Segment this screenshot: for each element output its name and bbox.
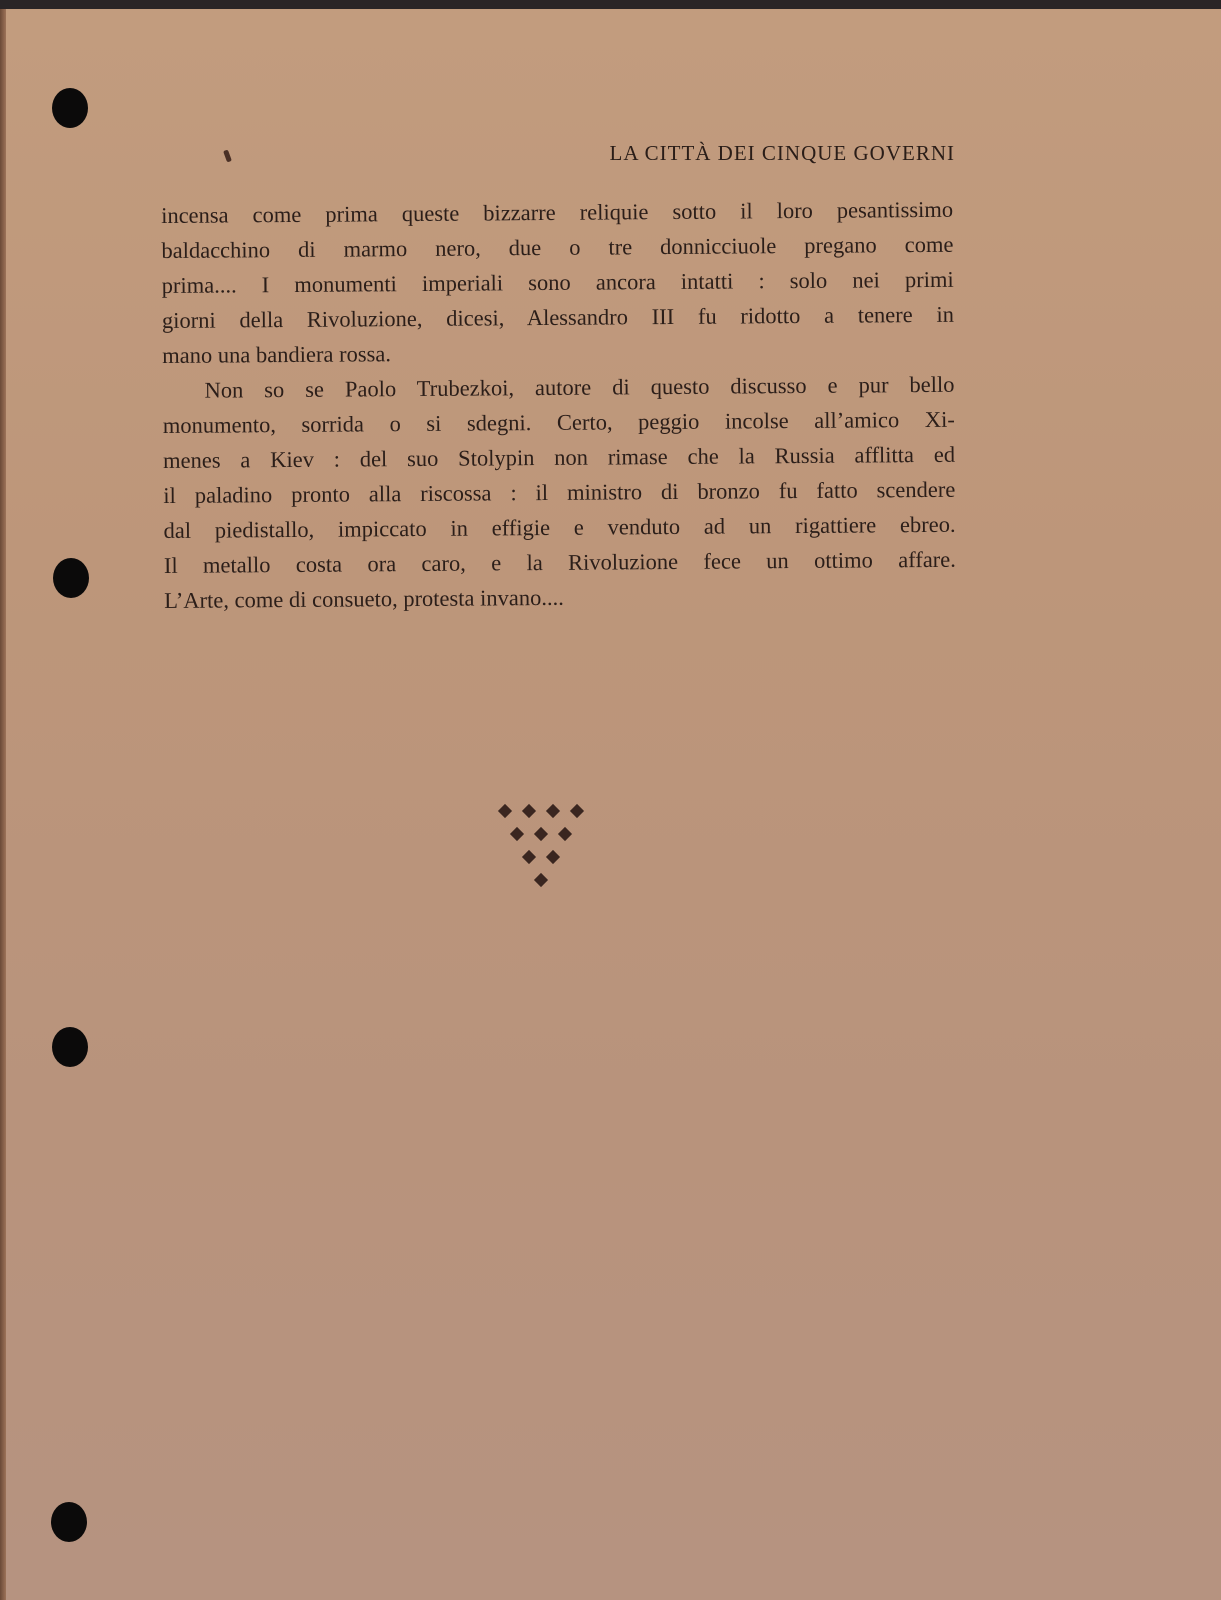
body-text	[161, 192, 956, 618]
text-line: menes a Kiev : del suo Stolypin non rimase che la Russia afflitta ed	[162, 441, 956, 473]
diamond-icon	[510, 827, 524, 841]
page-binding-edge	[0, 9, 6, 1600]
diamond-icon	[570, 804, 584, 818]
diamond-icon	[498, 804, 512, 818]
text-line: prima.... I monumenti imperiali sono ancora intatti : solo nei primi	[161, 266, 954, 298]
paragraph	[161, 192, 954, 373]
text-line: L’Arte, come di consueto, protesta invano....	[164, 584, 564, 613]
text-line: mano una bandiera rossa.	[162, 341, 391, 368]
text-line: giorni della Rivoluzione, dicesi, Alessandro III fu ridotto a tenere in	[161, 301, 955, 333]
running-head: LA CITTÀ DEI CINQUE GOVERNI	[609, 141, 955, 165]
diamond-icon	[522, 804, 536, 818]
text-line: il paladino pronto alla riscossa : il ministro di bronzo fu fatto scendere	[163, 476, 956, 508]
paragraph	[162, 367, 956, 618]
text-line: monumento, sorrida o si sdegni. Certo, peggio incolse all’amico Xi-	[162, 406, 955, 438]
text-line: incensa come prima queste bizzarre reliquie sotto il loro pesantissimo	[161, 196, 954, 228]
text-line: Non so se Paolo Trubezkoi, autore di questo discusso e pur bello	[204, 371, 955, 403]
punch-hole-icon	[52, 1027, 88, 1067]
diamond-icon	[534, 873, 548, 887]
diamond-icon	[546, 804, 560, 818]
punch-hole-icon	[51, 1502, 87, 1542]
text-line: dal piedistallo, impiccato in effigie e venduto ad un rigattiere ebreo.	[163, 511, 956, 543]
diamond-icon	[522, 850, 536, 864]
diamond-tailpiece-ornament	[500, 806, 610, 906]
text-line: baldacchino di marmo nero, due o tre donnicciuole pregano come	[161, 231, 954, 263]
text-line: Il metallo costa ora caro, e la Rivoluzione fece un ottimo affare.	[163, 546, 956, 578]
scan-top-edge	[0, 0, 1221, 9]
diamond-icon	[558, 827, 572, 841]
punch-hole-icon	[53, 558, 89, 598]
diamond-icon	[534, 827, 548, 841]
punch-hole-icon	[52, 88, 88, 128]
diamond-icon	[546, 850, 560, 864]
